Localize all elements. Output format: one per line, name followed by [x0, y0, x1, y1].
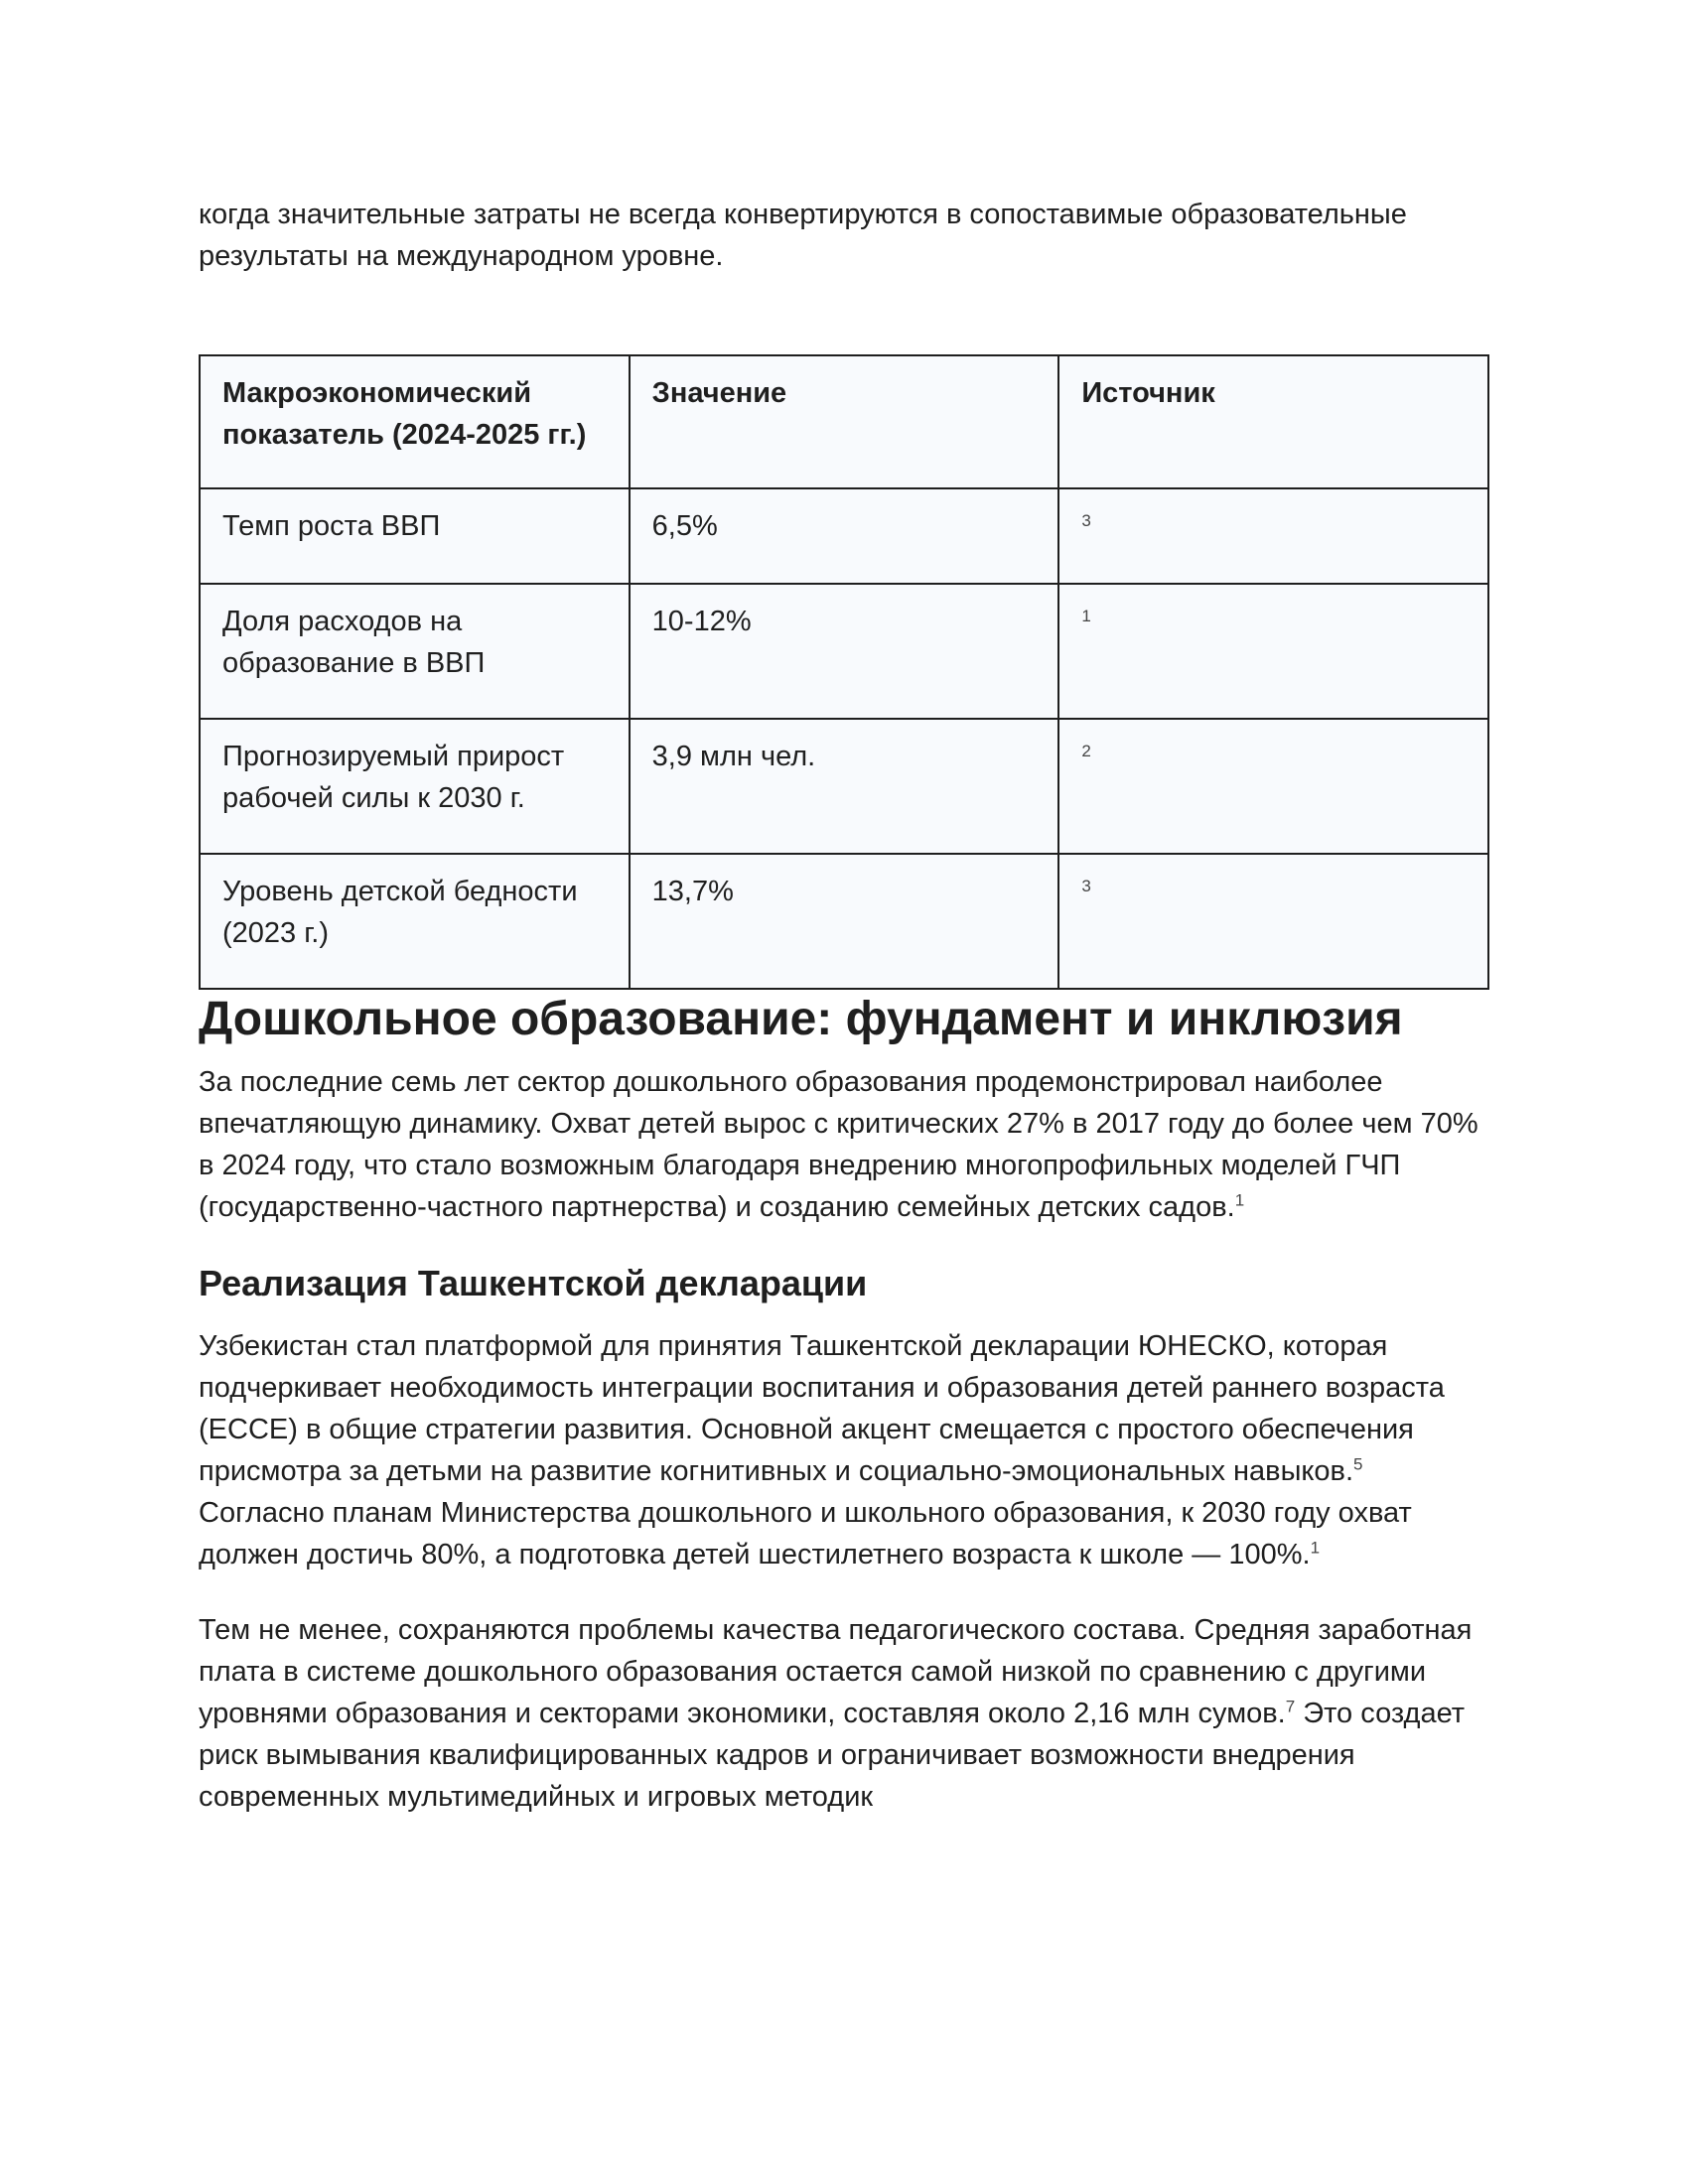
table-header-value: Значение: [630, 355, 1059, 488]
table-row: [200, 584, 1488, 719]
table-cell-indicator: Уровень детской бедности (2023 г.): [200, 854, 630, 989]
table-header-indicator: Макроэкономический показатель (2024-2025 гг.): [200, 355, 630, 488]
footnote-ref[interactable]: 7: [1285, 1697, 1296, 1716]
table-row: [200, 854, 1488, 989]
table-cell-indicator: Темп роста ВВП: [200, 488, 630, 584]
table-cell-value: 10-12%: [630, 584, 1059, 719]
footnote-ref[interactable]: 1: [1234, 1190, 1245, 1210]
table-cell-source: 1: [1058, 584, 1488, 719]
section-heading: Дошкольное образование: фундамент и инклюзия: [199, 993, 1403, 1045]
table-row: [200, 719, 1488, 854]
table-cell-indicator: Доля расходов на образование в ВВП: [200, 584, 630, 719]
preschool-paragraph-text: За последние семь лет сектор дошкольного образования продемонстрировал наиболее впечатляющую динамику. Охват детей вырос с критических 27% в 2017 году до более чем 70% в 2024 году, что стало возможным благодаря внедрению многопрофильных моделей ГЧП (государственно-частного партнерства) и созданию семейных детских садов.: [199, 1066, 1478, 1223]
tashkent-paragraph-text-2: Согласно планам Министерства дошкольного и школьного образования, к 2030 году охват должен достичь 80%, а подготовка детей шестилетнего возраста к школе — 100%.: [199, 1497, 1412, 1570]
footnote-ref[interactable]: 5: [1353, 1454, 1363, 1474]
tashkent-paragraph-text-1: Узбекистан стал платформой для принятия Ташкентской декларации ЮНЕСКО, которая подчеркивает необходимость интеграции воспитания и образования детей раннего возраста (ECCE) в общие стратегии развития. Основной акцент смещается с простого обеспечения присмотра за детьми на развитие когнитивных и социально-эмоциональных навыков.: [199, 1330, 1445, 1487]
document-page: [199, 194, 1489, 1818]
preschool-paragraph: [199, 1061, 1489, 1228]
subsection-heading: Реализация Ташкентской декларации: [199, 1263, 868, 1303]
table-cell-indicator: Прогнозируемый прирост рабочей силы к 2030 г.: [200, 719, 630, 854]
table-cell-value: 6,5%: [630, 488, 1059, 584]
teacher-quality-text-2: Это создает риск вымывания квалифицированных кадров и ограничивает возможности внедрения современных мультимедийных и игровых методик: [199, 1698, 1466, 1813]
teacher-quality-text-1: Тем не менее, сохраняются проблемы качества педагогического состава. Средняя заработная плата в системе дошкольного образования остается самой низкой по сравнению с другими уровнями образования и секторами экономики, составляя около 2,16 млн сумов.: [199, 1614, 1473, 1729]
footnote-ref[interactable]: 1: [1310, 1538, 1321, 1558]
table-row: [200, 488, 1488, 584]
table-header-row: [200, 355, 1488, 488]
teacher-quality-paragraph: [199, 1609, 1489, 1818]
table-cell-value: 3,9 млн чел.: [630, 719, 1059, 854]
table-cell-source: 3: [1058, 488, 1488, 584]
intro-paragraph: когда значительные затраты не всегда конвертируются в сопоставимые образовательные результаты на международном уровне.: [199, 199, 1407, 272]
table-header-source: Источник: [1058, 355, 1488, 488]
table-cell-source: 3: [1058, 854, 1488, 989]
table-cell-value: 13,7%: [630, 854, 1059, 989]
table-cell-source: 2: [1058, 719, 1488, 854]
tashkent-paragraph: [199, 1325, 1489, 1575]
paragraph-spacer: [199, 1575, 1489, 1609]
macro-indicators-table: [199, 354, 1489, 990]
